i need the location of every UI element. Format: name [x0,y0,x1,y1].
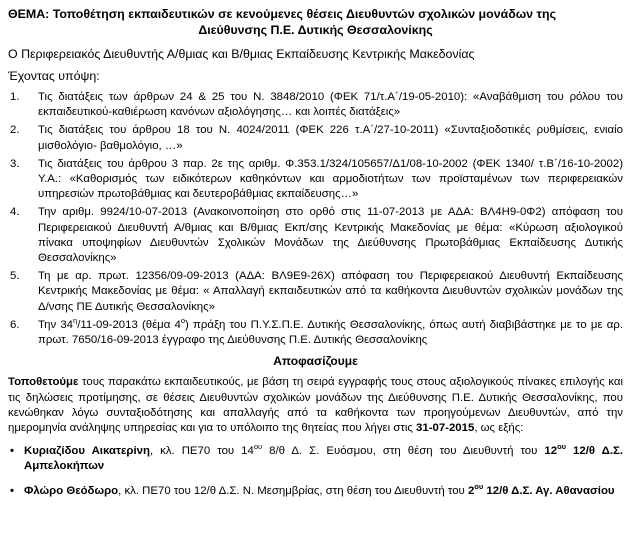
list-item [8,269,623,315]
superscript: η [73,316,78,326]
text-fragment: 8/θ Δ. Σ. Ευόσμου, στη θέση του Διευθυντή του [262,445,545,458]
list-item-text: Τις διατάξεις του άρθρου 3 παρ. 2ε της αριθμ. Φ.353.1/324/105657/Δ1/08-10-2002 (ΦΕΚ 1340/ τ.Β΄/16-10-2002) Υ.Α.: «Καθορισμός των ειδικότερων καθηκόντων και αρμοδιοτήτων των προϊσταμένων των περιφερειακών υπηρεσιών πρωτοβάθμιας και δευτεροβάθμιας εκπαίδευσης…» [38,157,623,201]
bullet-icon: • [10,484,14,497]
issuer-line: Ο Περιφερειακός Διευθυντής Α/θμιας και Β/θμιας Εκπαίδευσης Κεντρικής Μακεδονίας [8,47,475,61]
list-item-number: 2. [10,124,20,137]
term-end-date: 31-07-2015 [416,422,475,435]
list-item [8,205,623,266]
list-item-text: Τη με αρ. πρωτ. 12356/09-09-2013 (ΑΔΑ: ΒΛ9Ε9-26Χ) απόφαση του Περιφερειακού Διευθυντή Εκπαίδευσης Κεντρικής Μακεδονίας με θέμα: « Απαλλαγή εκπαιδευτικών από τα καθήκοντα Διευθυντών σχολικών μονάδων της Δ/νσης ΠΕ Δυτικής Θεσσαλονίκης» [38,270,623,313]
considerations-list [8,90,623,348]
list-item [8,90,623,120]
list-item-number: 6. [10,318,20,331]
considering-heading: Έχοντας υπόψη: [8,69,100,83]
list-item-text: Την αριθμ. 9924/10-07-2013 (Ανακοινοποίηση στο ορθό στις 11-07-2013 με ΑΔΑ: ΒΛ4Η9-0Φ2) απόφαση του Περιφερειακού Διευθυντή Α/θμιας και Β/θμιας Εκπ/σης Κεντρικής Μακεδονίας με θέμα: «Κύρωση αξιολογικού πίνακα υποψηφίων Διευθυντών Σχολικών Μονάδων της Διεύθυνσης Πρωτοβάθμιας Εκπαίδευσης Δυτικής Θεσσαλονίκης» [38,206,623,265]
school-name: 12/θ Δ.Σ. Αμπελοκήπων [24,445,623,473]
list-item-number: 1. [10,91,20,103]
subject-heading [8,6,623,38]
text-fragment: /11-09-2013 (θέμα 4 [77,318,181,331]
text-fragment: Την 34 [38,318,74,331]
decision-heading: Αποφασίζουμε [273,354,358,369]
decision-paragraph [8,375,623,436]
teacher-name: Κυριαζίδου Αικατερίνη [24,445,150,458]
text-fragment: , κλ. ΠΕ70 του 14 [149,445,254,458]
list-item [8,157,623,203]
list-item-text [38,316,623,347]
placement-item [8,444,623,474]
list-item-text: Τις διατάξεις του άρθρου 18 του Ν. 4024/2011 (ΦΕΚ 226 τ.Α΄/27-10-2011) «Συνταξιοδοτικές ρυθμίσεις, ενιαίο μισθολόγιο- βαθμολόγιο, …» [38,124,623,152]
school-number: 12 [544,445,558,458]
list-item [8,318,623,348]
placement-item [8,481,623,499]
subject-line-1: ΘΕΜΑ: Τοποθέτηση εκπαιδευτικών σε κενούμενες θέσεις Διευθυντών σχολικών μονάδων της [8,7,557,21]
superscript: ου [253,442,263,452]
teacher-name: Φλώρο Θεόδωρο [24,484,119,497]
decision-text: τους παρακάτω εκπαιδευτικούς, με βάση τη σειρά εγγραφής τους στους αξιολογικούς πίνακες επιλογής και τις δηλώσεις προτίμησης, σε θέσεις Διευθυντών σχολικών μονάδων της Διεύθυνσης Π.Ε. Δυτικής Θεσσαλονίκης, που κενώθηκαν λόγω συνταξιοδότησης και απαλλαγής από τα καθήκοντα των προηγούμενων Διευθυντών, από την ημερομηνία ανάληψης υπηρεσίας και για το υπόλοιπο της θητείας που λήγει στις [8,376,623,435]
subject-line-2: Διεύθυνσης Π.Ε. Δυτικής Θεσσαλονίκης [198,23,433,37]
text-fragment: , κλ. ΠΕ70 του 12/θ Δ.Σ. Ν. Μεσημβρίας, στη θέση του Διευθυντή του [118,484,468,497]
list-item [8,123,623,153]
school-number: 2 [467,484,475,497]
list-item-number: 5. [10,270,20,283]
placements-list [8,444,623,499]
superscript: ου [474,481,484,491]
decision-lead-word: Τοποθετούμε [8,376,79,389]
list-item-number: 4. [10,206,20,219]
list-item-number: 3. [10,157,20,170]
list-item-text: Τις διατάξεις των άρθρων 24 & 25 του Ν. 3848/2010 (ΦΕΚ 71/τ.Α΄/19-05-2010): «Αναβάθμιση του ρόλου του εκπαιδευτικού-καθιέρωση κανόνων αξιολόγησης… και λοιπές διατάξεις» [38,91,623,119]
superscript: ο [180,316,186,326]
decision-tail: , ως εξής: [474,422,524,435]
bullet-icon: • [10,445,14,458]
text-fragment: ) πράξη του Π.Υ.Σ.Π.Ε. Δυτικής Θεσσαλονίκης, όπως αυτή διαβιβάστηκε με το με αρ. πρωτ. 7650/16-09-2013 έγγραφο της Διεύθυνσης Π.Ε. Δυτικής Θεσσαλονίκης [38,318,623,347]
superscript: ου [557,442,567,452]
school-name: 12/θ Δ.Σ. Αγ. Αθανασίου [483,484,615,497]
